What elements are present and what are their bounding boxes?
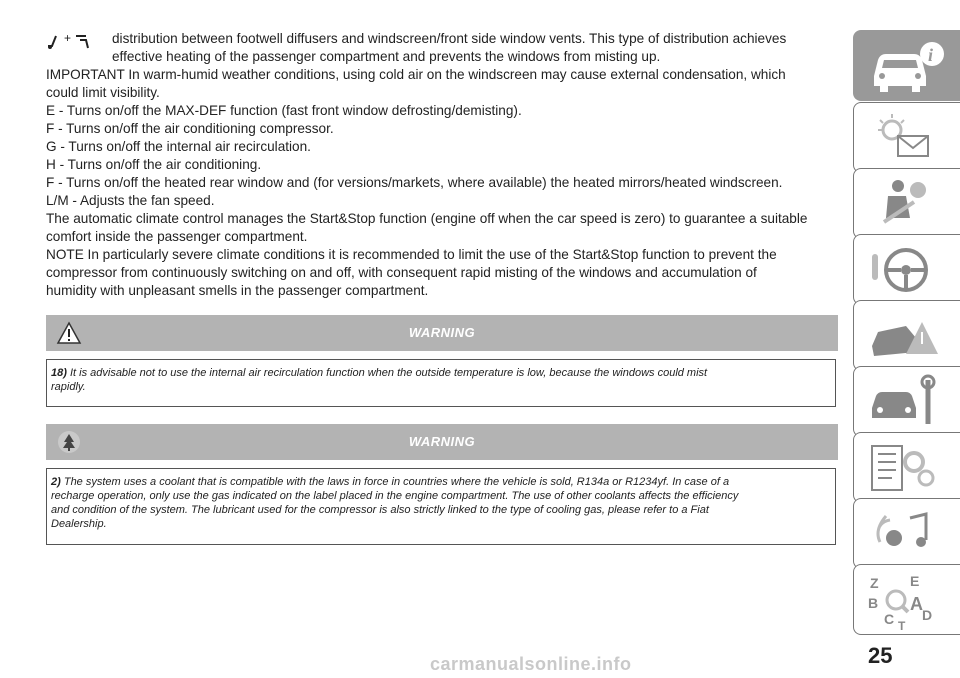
- body-line: could limit visibility.: [46, 85, 160, 100]
- warning-text: The system uses a coolant that is compatible with the laws in force in countries where the vehicle is sold, R134a or R1234yf. In case of a: [63, 476, 730, 488]
- tab-safety[interactable]: [853, 168, 960, 239]
- page-number: 25: [868, 643, 893, 668]
- warning-text: rapidly.: [51, 381, 86, 393]
- vent-icons: [46, 32, 102, 53]
- warning-text: recharge operation, only use the gas indicated on the label placed in the engine compartment. The use of other coolants affects the efficiency: [51, 490, 739, 502]
- index-letter: A: [910, 594, 923, 614]
- body-line: The automatic climate control manages the Start&Stop function (engine off when the car speed is zero) to guarantee a suitable: [46, 211, 808, 226]
- intro-line: effective heating of the passenger compartment and prevents the windows from misting up.: [112, 49, 661, 64]
- warning-box: [46, 359, 836, 407]
- warning-title: WARNING: [408, 325, 476, 340]
- index-letter: B: [868, 595, 879, 611]
- specifications-gears-icon: [866, 438, 946, 498]
- tab-lights-messages[interactable]: [853, 102, 960, 173]
- body-paragraph: [46, 66, 826, 300]
- tab-maintenance[interactable]: [853, 366, 960, 437]
- tab-technical-data[interactable]: [853, 432, 960, 503]
- svg-text:+: +: [64, 32, 72, 45]
- intro-line: distribution between footwell diffusers and windscreen/front side window vents. This type of distribution achieves: [112, 31, 787, 46]
- warning-header: [46, 315, 838, 351]
- body-line: comfort inside the passenger compartment.: [46, 229, 308, 244]
- body-line: F - Turns on/off the heated rear window and (for versions/markets, where available) the heated mirrors/heated windscreen.: [46, 175, 783, 190]
- body-line: H - Turns on/off the air conditioning.: [46, 157, 262, 172]
- watermark: carmanualsonline.info: [430, 654, 632, 674]
- car-info-icon: [866, 36, 946, 96]
- body-line: L/M - Adjusts the fan speed.: [46, 193, 215, 208]
- steering-wheel-icon: [866, 240, 946, 300]
- tab-emergency[interactable]: [853, 300, 960, 371]
- intro-paragraph: [112, 30, 832, 66]
- car-maintenance-icon: [866, 372, 946, 432]
- warning-number: 18): [51, 367, 67, 379]
- tab-index[interactable]: [853, 564, 960, 635]
- body-line: compressor from continuously switching on and off, with consequent rapid misting of the windows and accumulation of: [46, 265, 757, 280]
- footwell-windscreen-vent-icon: [46, 32, 102, 50]
- svg-text:i: i: [928, 45, 934, 65]
- tab-multimedia[interactable]: [853, 498, 960, 569]
- index-letter: T: [898, 619, 906, 632]
- body-line: NOTE In particularly severe climate conditions it is recommended to limit the use of the Start&Stop function to prevent the: [46, 247, 777, 262]
- body-line: IMPORTANT In warm-humid weather conditions, using cold air on the windscreen may cause external condensation, which: [46, 67, 786, 82]
- multimedia-icon: [866, 504, 946, 564]
- index-letter: D: [922, 607, 933, 623]
- index-letter: E: [910, 573, 920, 589]
- tab-car-info[interactable]: [853, 30, 960, 101]
- body-line: F - Turns on/off the air conditioning compressor.: [46, 121, 334, 136]
- index-letters-icon: [866, 570, 946, 632]
- body-line: E - Turns on/off the MAX-DEF function (fast front window defrosting/demisting).: [46, 103, 522, 118]
- safety-airbag-icon: [866, 174, 946, 234]
- index-letter: C: [884, 611, 895, 627]
- tab-starting-driving[interactable]: [853, 234, 960, 305]
- body-line: G - Turns on/off the internal air recirculation.: [46, 139, 311, 154]
- lights-message-icon: [866, 108, 946, 168]
- warning-title: WARNING: [408, 434, 476, 449]
- warning-number: 2): [51, 476, 61, 488]
- warning-text: and condition of the system. The lubricant used for the compressor is also strictly linked to the type of cooling gas, please refer to a Fiat: [51, 504, 709, 516]
- body-line: humidity with unpleasant smells in the passenger compartment.: [46, 283, 429, 298]
- warning-header: [46, 424, 838, 460]
- warning-box: [46, 468, 836, 545]
- index-letter: Z: [870, 575, 879, 591]
- emergency-car-icon: [866, 306, 946, 366]
- warning-text: Dealership.: [51, 518, 107, 530]
- warning-text: It is advisable not to use the internal air recirculation function when the outside temperature is low, because the windows could mist: [69, 367, 708, 379]
